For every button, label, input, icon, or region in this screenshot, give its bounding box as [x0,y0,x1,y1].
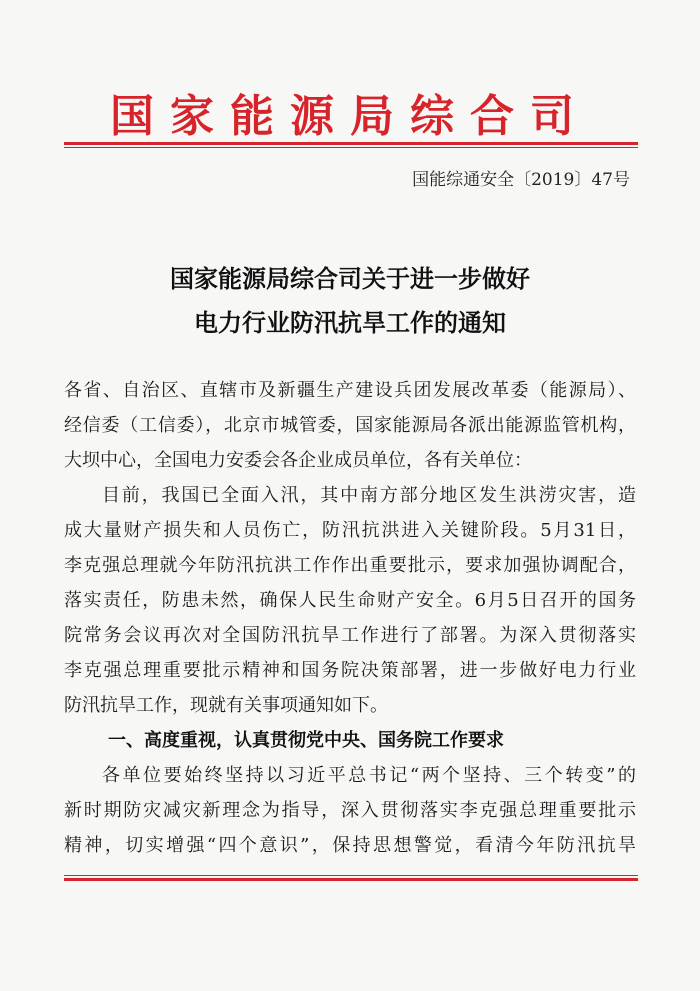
letterhead-rule-thin [64,147,638,148]
section-1-heading: 一、高度重视，认真贯彻党中央、国务院工作要求 [108,730,504,751]
section-1-line-1: 各单位要始终坚持以习近平总书记“两个坚持、三个转变”的 [102,765,636,786]
footer-rule-thick [64,878,638,881]
intro-line-2: 成大量财产损失和人员伤亡，防汛抗洪进入关键阶段。5月31日， [64,520,636,541]
document-title-line-2: 电力行业防汛抗旱工作的通知 [194,308,506,337]
recipients-line-2: 经信委（工信委），北京市城管委，国家能源局各派出能源监管机构， [64,415,636,436]
intro-line-6: 李克强总理重要批示精神和国务院决策部署，进一步做好电力行业 [64,660,636,681]
recipients-line-3: 大坝中心，全国电力安委会各企业成员单位，各有关单位： [64,450,532,471]
document-number: 国能综通安全〔2019〕47号 [412,170,630,190]
footer-rule-thin [64,875,638,876]
intro-line-4: 落实责任，防患未然，确保人民生命财产安全。6月5日召开的国务 [64,590,636,611]
letterhead-rule-thick [64,142,638,145]
section-1-line-3: 精神，切实增强“四个意识”，保持思想警觉，看清今年防汛抗旱 [64,835,636,856]
intro-line-5: 院常务会议再次对全国防汛抗旱工作进行了部署。为深入贯彻落实 [64,625,636,646]
agency-letterhead: 国家能源局综合司 [110,91,590,142]
intro-line-3: 李克强总理就今年防汛抗洪工作作出重要批示，要求加强协调配合， [64,555,636,576]
intro-line-1: 目前，我国已全面入汛，其中南方部分地区发生洪涝灾害，造 [102,485,636,506]
section-1-line-2: 新时期防灾减灾新理念为指导，深入贯彻落实李克强总理重要批示 [64,800,636,821]
intro-line-7: 防汛抗旱工作，现就有关事项通知如下。 [64,695,388,716]
recipients-line-1: 各省、自治区、直辖市及新疆生产建设兵团发展改革委（能源局）、 [64,380,636,401]
document-title-line-1: 国家能源局综合司关于进一步做好 [170,264,530,293]
